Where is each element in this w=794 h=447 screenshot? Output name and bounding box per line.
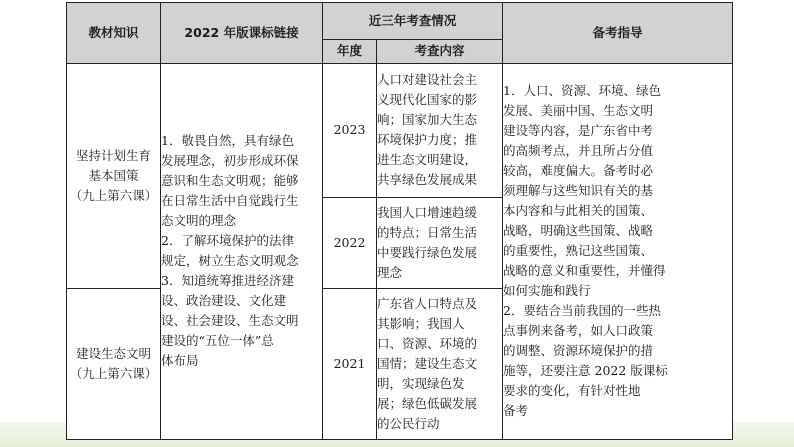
standard-line: 设、社会建设、生态文明	[161, 313, 299, 329]
standard-line: 态文明的理念	[161, 213, 237, 229]
content-line: 环境保护力度；推	[377, 132, 478, 148]
content-line: 明，实现绿色发	[377, 375, 465, 391]
guide-line: 建设等内容，是广东省中考	[503, 123, 654, 139]
content-line: 的公民行动	[377, 415, 440, 431]
guide-line: 战略的意义和重要性，并懂得	[503, 263, 666, 279]
topic-cell-eco-civilization	[67, 288, 161, 439]
content-cell-2022	[377, 197, 503, 288]
content-line: 其影响；我国人	[377, 315, 465, 331]
standard-line: 2．了解环境保护的法律	[161, 233, 294, 249]
guide-line: 的高频考点，并且所占分值	[503, 143, 654, 159]
header-year: 年度	[323, 40, 377, 63]
standard-line: 体布局	[161, 353, 199, 369]
standard-line: 规定，树立生态文明观念	[161, 253, 299, 269]
standard-line: 3．知道统筹推进经济建	[161, 273, 294, 289]
standard-line: 发展理念，初步形成环保	[161, 153, 299, 169]
topic-line: 基本国策	[88, 167, 139, 183]
guide-line: 施等，还要注意 2022 版课标	[503, 363, 668, 379]
standard-line: 意识和生态文明观；能够	[161, 173, 299, 189]
year-cell-2022: 2022	[323, 197, 377, 288]
content-line: 展；绿色低碳发展	[377, 395, 478, 411]
header-standard: 2022 年版课标链接	[161, 3, 323, 64]
guide-line: 备考	[503, 403, 529, 419]
guide-line: 的重要性，熟记这些国策、	[503, 243, 654, 259]
header-row-top	[67, 3, 733, 40]
guide-line: 2．要结合当前我国的一些热	[503, 303, 661, 319]
guide-line: 本内容和与此相关的国策、	[503, 203, 654, 219]
standard-cell	[161, 63, 323, 439]
guide-line: 战略，明确这些国策、战略	[503, 223, 654, 239]
standard-line: 1．敬畏自然，具有绿色	[161, 133, 294, 149]
guide-line: 要求的变化，有针对性地	[503, 383, 641, 399]
header-content: 考查内容	[377, 40, 503, 63]
topic-cell-family-planning	[67, 63, 161, 288]
content-line: 人口对建设社会主	[377, 72, 478, 88]
content-line: 的特点；日常生活	[377, 224, 478, 240]
guide-line: 较高，难度偏大。备考时必	[503, 163, 654, 179]
content-cell-2023	[377, 63, 503, 197]
guide-line: 点事例来备考，如人口政策	[503, 323, 654, 339]
topic-line: 坚持计划生育	[75, 147, 151, 163]
content-line: 我国人口增速趋缓	[377, 204, 478, 220]
guide-line: 的调整、资源环境保护的措	[503, 343, 654, 359]
content-line: 口、资源、环境的	[377, 335, 478, 351]
guide-line: 如何实施和践行	[503, 283, 591, 299]
content-line: 中要践行绿色发展	[377, 244, 478, 260]
header-knowledge: 教材知识	[67, 3, 161, 64]
content-line: 义现代化国家的影	[377, 92, 478, 108]
guide-line: 须理解与这些知识有关的基	[503, 183, 654, 199]
table-row	[67, 63, 733, 197]
guide-line: 发展、美丽中国、生态文明	[503, 103, 654, 119]
topic-line: 建设生态文明	[75, 345, 151, 361]
content-line: 国情；建设生态文	[377, 355, 478, 371]
content-line: 广东省人口特点及	[377, 295, 478, 311]
exam-guide-table	[66, 2, 733, 440]
year-cell-2023: 2023	[323, 63, 377, 197]
topic-line: （九上第六课）	[69, 187, 158, 203]
standard-line: 设、政治建设、文化建	[161, 293, 287, 309]
content-cell-2021	[377, 288, 503, 439]
content-line: 共享绿色发展成果	[377, 172, 478, 188]
standard-line: 建设的“五位一体”总	[161, 333, 274, 349]
content-line: 进生态文明建设，	[377, 152, 478, 168]
standard-line: 在日常生活中自觉践行生	[161, 193, 299, 209]
guide-line: 1．人口、资源、环境、绿色	[503, 83, 661, 99]
year-cell-2021: 2021	[323, 288, 377, 439]
header-guide: 备考指导	[503, 3, 733, 64]
header-recent-exams: 近三年考查情况	[323, 3, 503, 40]
content-line: 响；国家加大生态	[377, 112, 478, 128]
content-line: 理念	[377, 264, 403, 280]
topic-line: （九上第六课）	[69, 365, 158, 381]
guide-cell	[503, 63, 733, 439]
